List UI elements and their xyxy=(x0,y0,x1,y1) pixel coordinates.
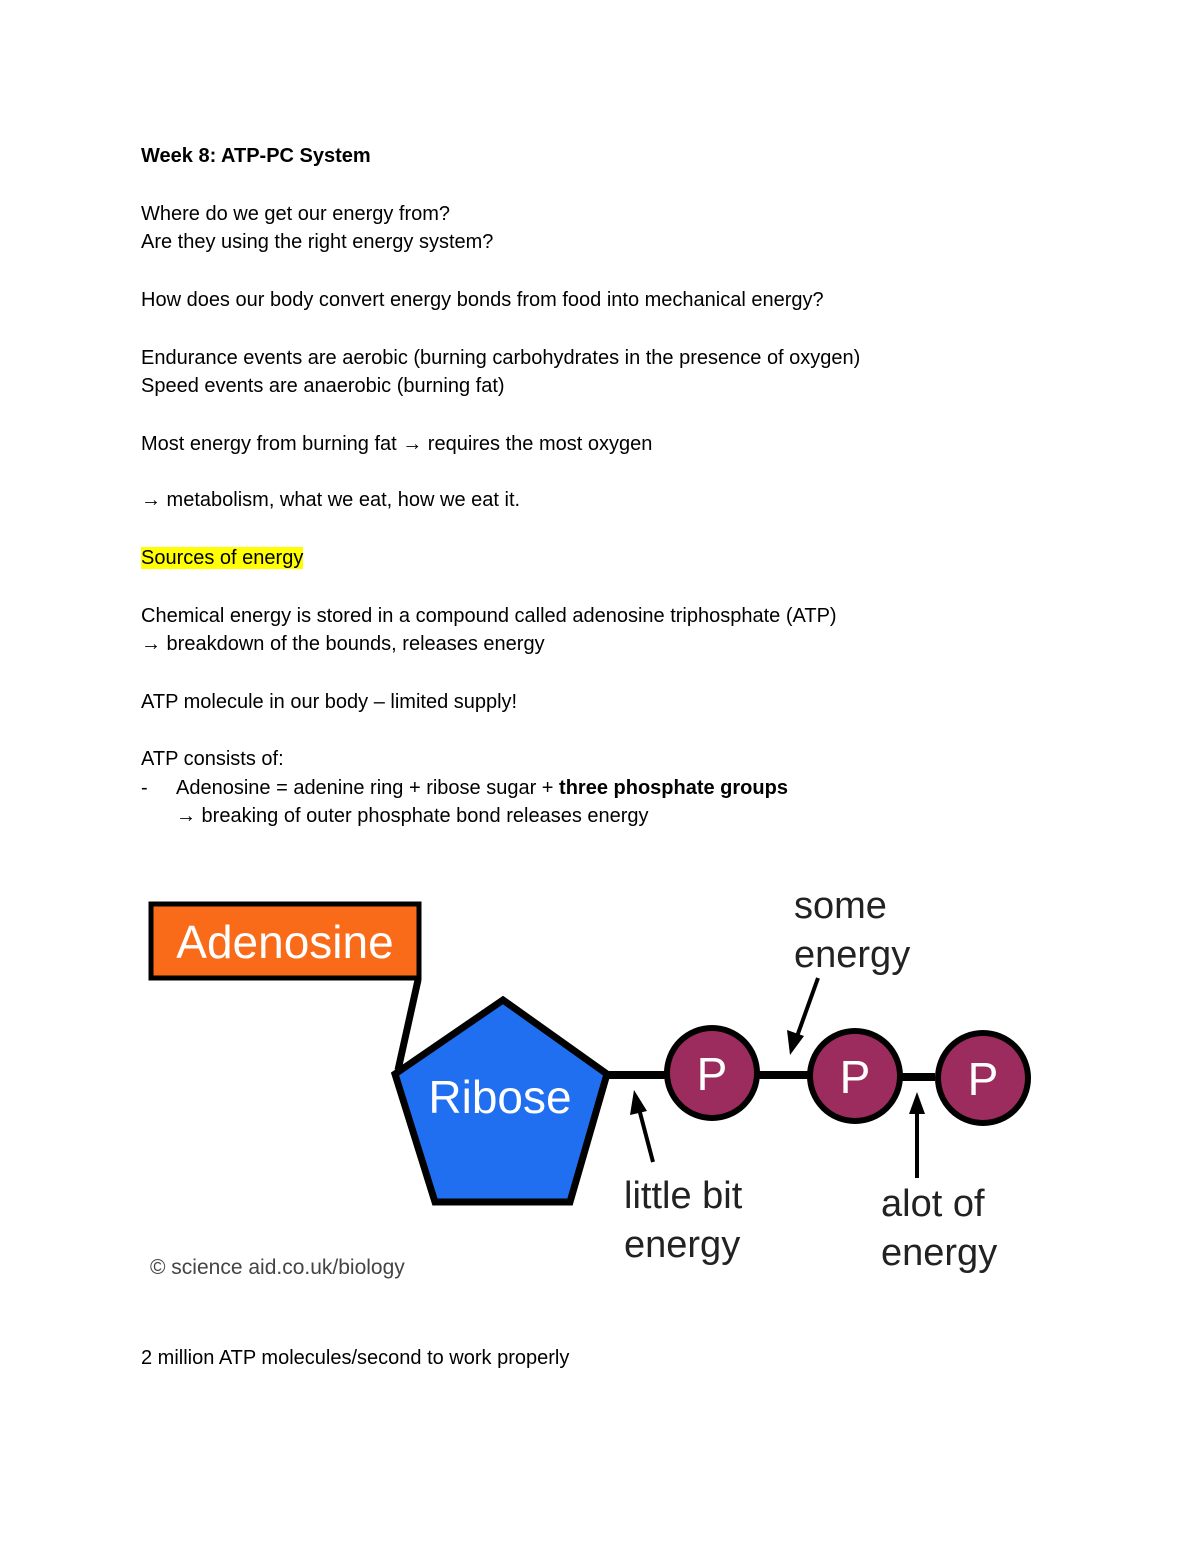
sources-heading xyxy=(141,545,303,571)
bullet-adenosine xyxy=(176,775,788,801)
phosphate-2-label: P xyxy=(839,1051,871,1103)
sub-bullet-line: → breaking of outer phosphate bond releases energy xyxy=(176,805,649,827)
page-title: Week 8: ATP-PC System xyxy=(141,145,371,167)
some-energy-label-1: some xyxy=(794,885,887,927)
adenosine-label: Adenosine xyxy=(176,916,394,968)
chemical-energy-line: Chemical energy is stored in a compound called adenosine triphosphate (ATP) xyxy=(141,605,837,627)
question-energy-system: Are they using the right energy system? xyxy=(141,231,494,253)
bullet-text: Adenosine = adenine ring + ribose sugar + xyxy=(176,777,560,799)
consists-heading: ATP consists of: xyxy=(141,748,284,770)
ribose-label: Ribose xyxy=(428,1071,572,1123)
alot-energy-label-1: alot of xyxy=(881,1183,985,1225)
most-energy-line: Most energy from burning fat → requires the most oxygen xyxy=(141,433,653,455)
some-energy-label-2: energy xyxy=(794,934,911,976)
some-energy-arrowhead xyxy=(787,1030,804,1055)
speed-events-line: Speed events are anaerobic (burning fat) xyxy=(141,375,505,397)
endurance-events-line: Endurance events are aerobic (burning carbohydrates in the presence of oxygen) xyxy=(141,347,861,369)
bullet-bold-text: three phosphate groups xyxy=(559,777,788,799)
some-energy-arrow xyxy=(795,978,818,1042)
phosphate-1-label: P xyxy=(696,1048,728,1100)
sources-highlight: Sources of energy xyxy=(141,547,304,569)
little-bit-arrowhead xyxy=(630,1090,647,1115)
alot-energy-label-2: energy xyxy=(881,1232,998,1274)
question-convert-energy: How does our body convert energy bonds from food into mechanical energy? xyxy=(141,289,824,311)
diagram-credit: © science aid.co.uk/biology xyxy=(150,1256,405,1279)
phosphate-3-label: P xyxy=(967,1053,999,1105)
little-bit-arrow xyxy=(638,1105,653,1162)
little-bit-label-2: energy xyxy=(624,1224,741,1266)
question-energy-source: Where do we get our energy from? xyxy=(141,203,451,225)
little-bit-label-1: little bit xyxy=(624,1175,743,1217)
metabolism-line: → metabolism, what we eat, how we eat it. xyxy=(141,489,521,511)
bullet-dash: - xyxy=(141,777,148,799)
atp-diagram xyxy=(140,880,1050,1300)
breakdown-line: → breakdown of the bounds, releases energy xyxy=(141,633,545,655)
alot-energy-arrowhead xyxy=(909,1092,925,1114)
footer-line: 2 million ATP molecules/second to work properly xyxy=(141,1347,570,1369)
limited-supply-line: ATP molecule in our body – limited supply! xyxy=(141,691,518,713)
